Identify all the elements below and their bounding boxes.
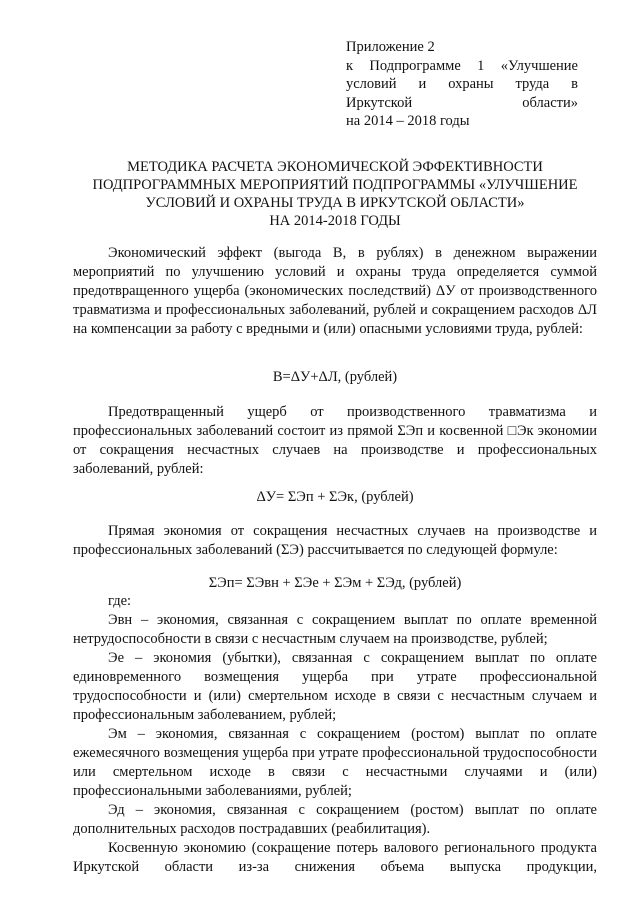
formula-benefit: В=ΔУ+ΔЛ, (рублей) (272, 369, 398, 385)
title-line: УСЛОВИЙ И ОХРАНЫ ТРУДА В ИРКУТСКОЙ ОБЛАСТИ» (145, 195, 525, 211)
appendix-note (346, 38, 578, 131)
title-line: ПОДПРОГРАММНЫХ МЕРОПРИЯТИЙ ПОДПРОГРАММЫ «УЛУЧШЕНИЕ (92, 177, 578, 193)
paragraph-text: Предотвращенный ущерб от производственного травматизма и профессиональных заболеваний состоит из прямой ΣЭп и косвенной □Эк экономии от сокращения несчастных случаев на производстве и профессиональных заболеваний, рублей: (73, 404, 597, 477)
definition-item: Эвн – экономия, связанная с сокращением выплат по оплате временной нетрудоспособности в связи с несчастным случаем на производстве, рублей; (73, 612, 597, 647)
paragraph-indirect-savings: Косвенную экономию (сокращение потерь валового регионального продукта Иркутской области из-за снижения объема выпуска продукции, (73, 840, 597, 875)
paragraph-prevented-damage (73, 403, 597, 479)
document-title (70, 158, 600, 230)
definition-item: Эе – экономия (убытки), связанная с сокращением выплат по оплате единовременного возмещения ущерба при утрате профессиональной трудоспособности и (или) смертельном исходе в связи с несчастным случаем и профессиональным заболеванием, рублей; (73, 650, 597, 723)
formula-damage: ΔУ= ΣЭп + ΣЭк, (рублей) (256, 489, 414, 505)
appendix-line: Иркутской области» (346, 94, 578, 111)
appendix-line: на 2014 – 2018 годы (346, 113, 470, 129)
where-label: где: (108, 593, 132, 609)
definition-item: Эд – экономия, связанная с сокращением (ростом) выплат по оплате дополнительных расходов пострадавших (реабилитация). (73, 802, 597, 837)
appendix-line: к Подпрограмме 1 «Улучшение (346, 57, 578, 74)
definition-item: Эм – экономия, связанная с сокращением (ростом) выплат по оплате ежемесячного возмещения ущерба при утрате профессиональной трудоспособности или смертельном исходе в связи с несчастными случаями и (или) профессиональными заболеваниями, рублей; (73, 726, 597, 799)
appendix-line: условий и охраны труда в (346, 76, 578, 92)
paragraph-text: Экономический эффект (выгода В, в рублях) в денежном выражении мероприятий по улучшению условий и охраны труда определяется суммой предотвращенного ущерба (экономических последствий) ΔУ от производственного травматизма и профессиональных заболеваний, рублей и сокращением расходов ΔЛ на компенсации за работу с вредными и (или) опасными условиями труда, рублей: (73, 245, 597, 337)
appendix-line: Приложение 2 (346, 39, 435, 55)
paragraph-direct-savings (73, 522, 597, 560)
paragraph-effect-definition (73, 244, 597, 339)
title-line: МЕТОДИКА РАСЧЕТА ЭКОНОМИЧЕСКОЙ ЭФФЕКТИВНОСТИ (127, 159, 543, 175)
paragraph-text: Прямая экономия от сокращения несчастных случаев на производстве и профессиональных заболеваний (ΣЭ) рассчитывается по следующей формуле: (73, 523, 597, 558)
definitions-list (73, 611, 597, 877)
title-line: НА 2014-2018 ГОДЫ (269, 213, 401, 229)
formula-direct-savings: ΣЭп= ΣЭвн + ΣЭе + ΣЭм + ΣЭд, (рублей) (208, 575, 462, 591)
